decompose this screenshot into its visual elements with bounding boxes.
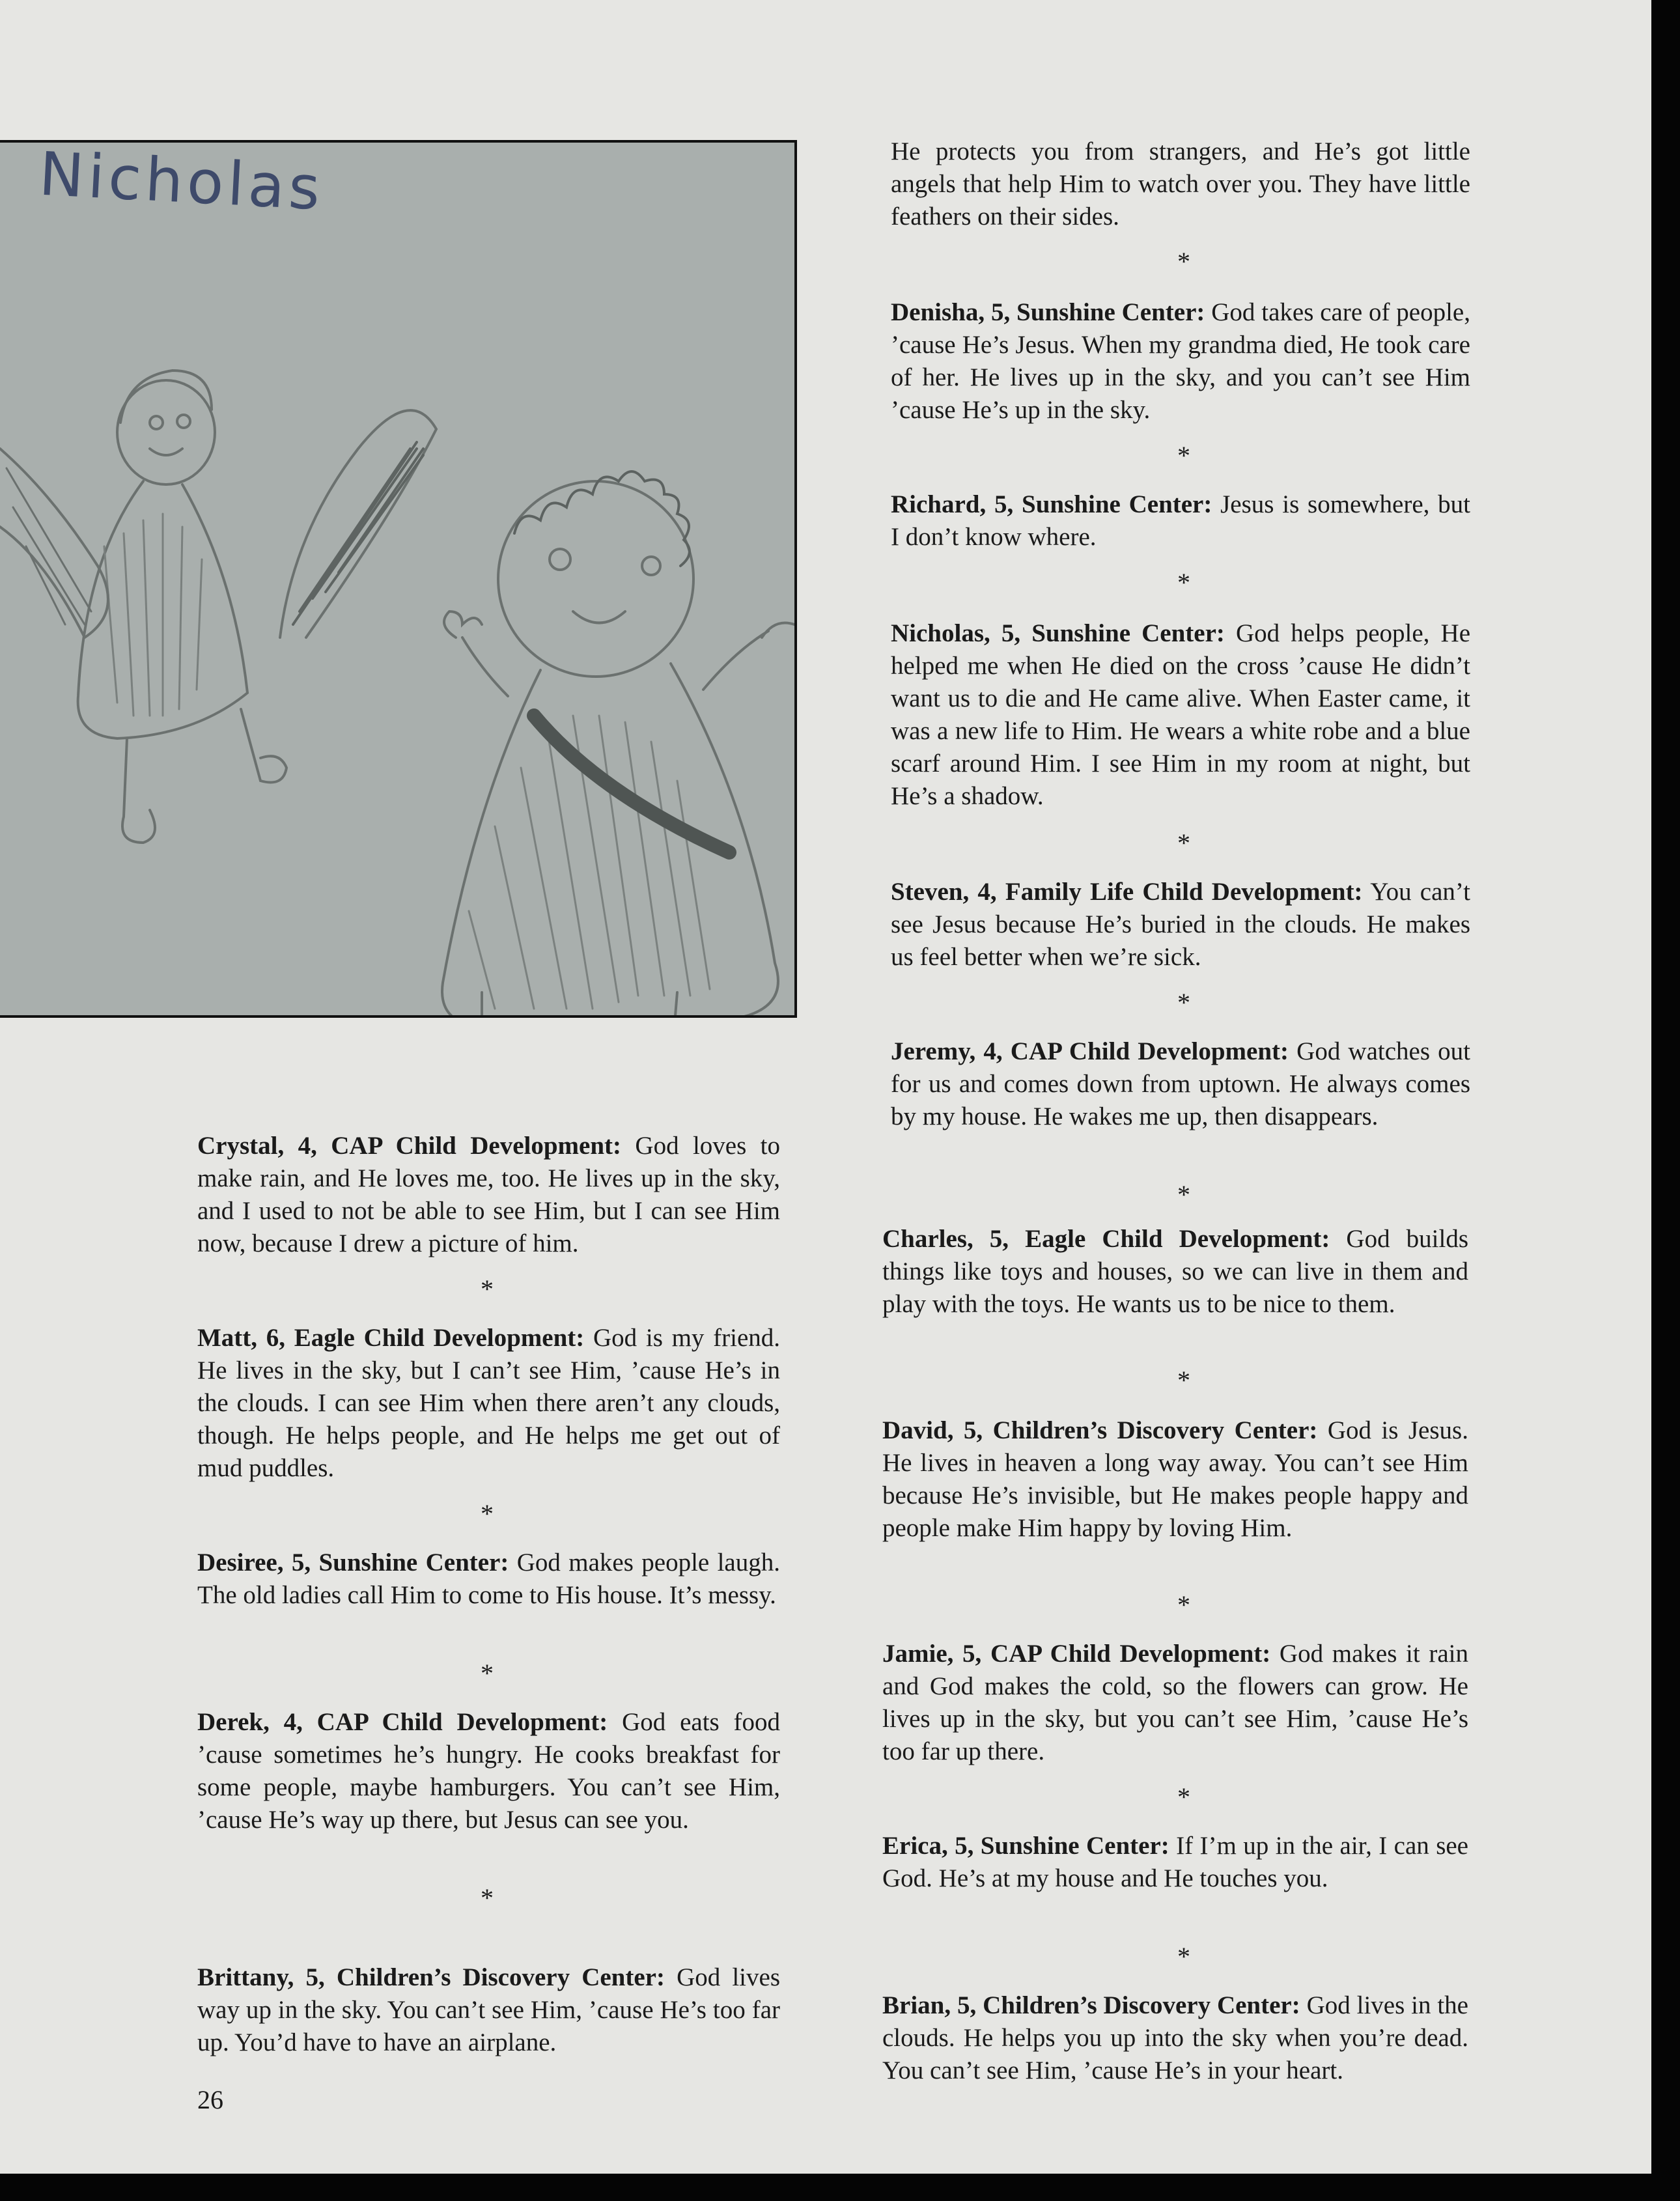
child-name: Matt, 6, Eagle Child Development:	[197, 1324, 585, 1352]
quote-nicholas	[891, 617, 1470, 813]
drawing-signature: Nicholas	[37, 139, 326, 224]
quote-text: God eats food ’cause sometimes he’s hungry. He cooks breakfast for some people, maybe hamburgers. You can’t see Him, ’cause He’s way up there, but Jesus can see you.	[197, 1708, 780, 1834]
quote-david	[882, 1414, 1468, 1545]
quote-charles	[882, 1223, 1468, 1321]
quote-text: God makes it rain and God makes the cold, so the flowers can grow. He lives up in the sky, but you can’t see Him, ’cause He’s too far up there.	[882, 1640, 1468, 1765]
quote-text: If I’m up in the air, I can see God. He’s at my house and He touches you.	[882, 1832, 1468, 1892]
separator-asterisk: *	[1177, 441, 1190, 470]
quote-denisha	[891, 296, 1470, 427]
separator-asterisk: *	[481, 1883, 494, 1913]
quote-text: God is my friend. He lives in the sky, but I can’t see Him, ’cause He’s in the clouds. I can see Him when there aren’t any clouds, though. He helps people, and He helps me get out of mud puddles.	[197, 1324, 780, 1482]
child-name: Richard, 5, Sunshine Center:	[891, 490, 1212, 518]
quote-text: God takes care of people, ’cause He’s Jesus. When my grandma died, He took care of her. He lives up in the sky, and you can’t see Him ’cause He’s up in the sky.	[891, 298, 1470, 424]
separator-asterisk: *	[1177, 1180, 1190, 1209]
quote-crystal	[197, 1130, 780, 1260]
child-name: Brittany, 5, Children’s Discovery Center:	[197, 1963, 665, 1991]
quote-jeremy	[891, 1035, 1470, 1133]
quote-brian	[882, 1989, 1468, 2087]
quote-matt	[197, 1322, 780, 1485]
quote-text: Jesus is somewhere, but I don’t know where.	[891, 490, 1470, 551]
child-name: David, 5, Children’s Discovery Center:	[882, 1416, 1318, 1444]
quote-text: God helps people, He helped me when He died on the cross ’cause He didn’t want us to die and He came alive. When Easter came, it was a new life to Him. He wears a white robe and a blue scarf around Him. I see Him in my room at night, but He’s a shadow.	[891, 619, 1471, 810]
quote-text: God lives way up in the sky. You can’t see Him, ’cause He’s too far up. You’d have to have an airplane.	[197, 1963, 781, 2056]
separator-asterisk: *	[1177, 828, 1190, 858]
child-name: Desiree, 5, Sunshine Center:	[197, 1549, 509, 1577]
quote-derek	[197, 1706, 780, 1836]
quote-brittany	[197, 1961, 780, 2059]
quote-continuation: He protects you from strangers, and He’s got little angels that help Him to watch over you. They have little feathers on their sides.	[891, 137, 1470, 231]
quote-desiree	[197, 1547, 780, 1612]
separator-asterisk: *	[1177, 568, 1190, 597]
separator-asterisk: *	[1177, 1942, 1190, 1971]
separator-asterisk: *	[481, 1274, 494, 1304]
quote-jamie	[882, 1638, 1468, 1768]
quote-richard	[891, 488, 1470, 554]
quote-text: God makes people laugh. The old ladies call Him to come to His house. It’s messy.	[197, 1549, 780, 1609]
page-number: 26	[197, 2085, 223, 2114]
separator-asterisk: *	[1177, 1366, 1190, 1395]
child-drawing	[0, 140, 797, 1018]
quote-text: God builds things like toys and houses, so we can live in them and play with the toys. He wants us to be nice to them.	[882, 1225, 1469, 1318]
separator-asterisk: *	[481, 1659, 494, 1688]
quote-steven	[891, 876, 1470, 974]
quote-text: You can’t see Jesus because He’s buried in the clouds. He makes us feel better when we’re sick.	[891, 878, 1470, 971]
separator-asterisk: *	[1177, 247, 1190, 276]
child-name: Crystal, 4, CAP Child Development:	[197, 1132, 622, 1160]
child-name: Jeremy, 4, CAP Child Development:	[891, 1037, 1289, 1065]
child-name: Charles, 5, Eagle Child Development:	[882, 1225, 1330, 1253]
separator-asterisk: *	[1177, 988, 1190, 1017]
child-name: Nicholas, 5, Sunshine Center:	[891, 619, 1225, 647]
drawing-artwork	[0, 143, 794, 1015]
child-name: Denisha, 5, Sunshine Center:	[891, 298, 1205, 326]
child-name: Brian, 5, Children’s Discovery Center:	[882, 1991, 1300, 2019]
separator-asterisk: *	[1177, 1590, 1190, 1619]
quote-erica	[882, 1830, 1468, 1895]
separator-asterisk: *	[1177, 1782, 1190, 1812]
quote-text: God watches out for us and comes down from uptown. He always comes by my house. He wakes me up, then disappears.	[891, 1037, 1470, 1130]
child-name: Erica, 5, Sunshine Center:	[882, 1832, 1169, 1860]
child-name: Steven, 4, Family Life Child Development:	[891, 878, 1363, 906]
quote-text: God lives in the clouds. He helps you up into the sky when you’re dead. You can’t see Him, ’cause He’s in your heart.	[882, 1991, 1468, 2084]
child-name: Derek, 4, CAP Child Development:	[197, 1708, 608, 1736]
separator-asterisk: *	[481, 1499, 494, 1528]
quote-text: God loves to make rain, and He loves me, too. He lives up in the sky, and I used to not be able to see Him, but I can see Him now, because I drew a picture of him.	[197, 1132, 780, 1257]
quote-text: God is Jesus. He lives in heaven a long way away. You can’t see Him because He’s invisible, but He makes people happy and people make Him happy by loving Him.	[882, 1416, 1468, 1542]
child-name: Jamie, 5, CAP Child Development:	[882, 1640, 1271, 1668]
